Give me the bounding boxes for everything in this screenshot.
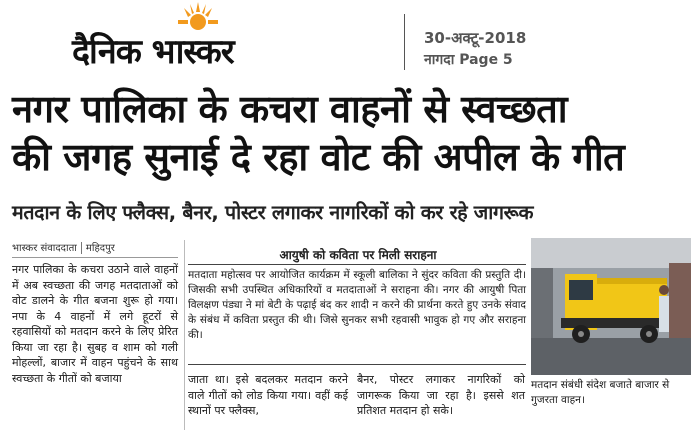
masthead-divider (404, 14, 405, 70)
headline-line-2: की जगह सुनाई दे रहा वोट की अपील के गीत (12, 135, 625, 179)
byline-separator (81, 242, 82, 254)
newspaper-logo: दैनिक भास्कर (72, 32, 234, 72)
news-photo (531, 238, 691, 375)
column-divider (184, 240, 185, 430)
garbage-truck-photo-icon (531, 238, 691, 375)
edition-page: नागदा Page 5 (424, 52, 513, 68)
photo-caption: मतदान संबंधी संदेश बजाते बाजार से गुजरता वाहन। (531, 379, 670, 406)
article-column-1: नगर पालिका के कचरा उठाने वाले वाहनों में अब स्वच्छता की जगह मतदाताओं को वोट डालने के गीत बजना शुरू हो गया। नपा के 4 वाहनों में लगे हूटरों से रहवासियों को मतदान करने के लिए प्रेरित किया जा रहा है। सुबह व शाम को गली मोहल्लों, बाजार में वाहन पहुंचने के साथ स्वच्छता के गीतों को बजाया (12, 263, 178, 385)
byline-reporter: भास्कर संवाददाता (12, 243, 77, 254)
byline-rule (12, 257, 178, 258)
box-title: आयुषी को कविता पर मिली सराहना (279, 248, 437, 262)
subheadline: मतदान के लिए फ्लैक्स, बैनर, पोस्टर लगाकर नागरिकों को कर रहे जागरूक (12, 201, 534, 224)
byline-place: महिदपुर (85, 243, 115, 254)
box-rule-bottom (188, 364, 526, 365)
box-text: मतदाता महोत्सव पर आयोजित कार्यक्रम में स्कूली बालिका ने सुंदर कविता की प्रस्तुति दी। जिसकी सभी उपस्थित अधिकारियों व मतदाताओं ने सराहना की। नगर की आयुषी पिता विलक्षण पंड्या ने मां बेटी के पढ़ाई बंद कर शादी न करने की प्रार्थना करते हुए उनके संवाद के संबंध में कविता प्रस्तुत की थी। जिसे सुनकर सभी रहवासी भावुक हो गए और सराहना की। (188, 269, 526, 341)
article-column-3: बैनर, पोस्टर लगाकर नागरिकों को जागरूक किया जा रहा है। इससे शत प्रतिशत मतदान हो सके। (357, 373, 525, 417)
headline-line-1: नगर पालिका के कचरा वाहनों से स्वच्छता (12, 87, 568, 131)
publication-date: 30-अक्टू-2018 (424, 29, 527, 47)
box-rule-top (188, 264, 526, 265)
article-column-2: जाता था। इसे बदलकर मतदान करने वाले गीतों को लोड किया गया। वहीं कई स्थानों पर फ्लैक्स, (188, 373, 348, 417)
byline (12, 240, 115, 254)
